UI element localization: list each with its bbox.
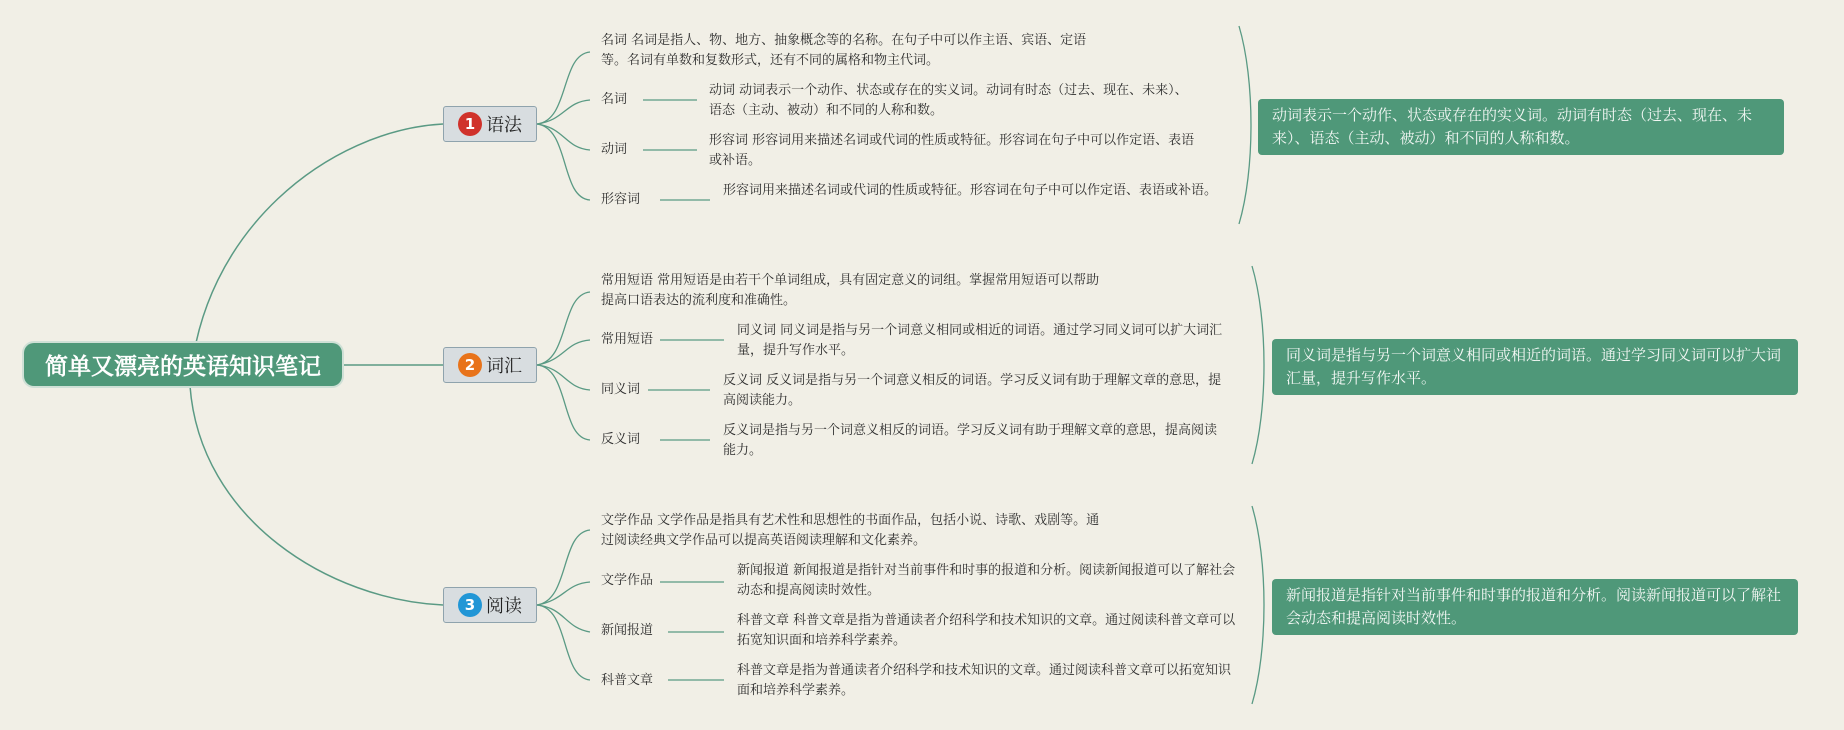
branch-title: 词汇 [486, 356, 522, 377]
branch-title: 阅读 [486, 596, 522, 617]
branch-grammar[interactable] [443, 106, 537, 142]
branch-title: 语法 [486, 115, 522, 136]
number-badge-icon: 2 [458, 353, 482, 377]
number-badge-icon: 3 [458, 593, 482, 617]
root-topic[interactable] [24, 343, 342, 386]
branch-summary: 名词 名词是指人、物、地方、抽象概念等的名称。在句子中可以作主语、宾语、定语等。名词有单数和复数形式，还有不同的属格和物主代词。 [601, 33, 1087, 68]
summary-note[interactable]: 动词表示一个动作、状态或存在的实义词。动词有时态（过去、现在、未来）、语态（主动、被动）和不同的人称和数。 [1258, 99, 1784, 155]
subtopic-text: 反义词是指与另一个词意义相反的词语。学习反义词有助于理解文章的意思，提高阅读能力。 [723, 423, 1218, 458]
subtopic-label[interactable]: 形容词 [601, 192, 641, 207]
subtopic-text: 形容词用来描述名词或代词的性质或特征。形容词在句子中可以作定语、表语或补语。 [723, 183, 1218, 198]
subtopic-label[interactable]: 动词 [601, 142, 628, 157]
subtopic-label[interactable]: 文学作品 [601, 573, 654, 588]
subtopic-text: 科普文章是指为普通读者介绍科学和技术知识的文章。通过阅读科普文章可以拓宽知识面和培养科学素养。 [737, 663, 1232, 698]
subtopic-text: 动词 动词表示一个动作、状态或存在的实义词。动词有时态（过去、现在、未来）、语态（主动、被动）和不同的人称和数。 [709, 83, 1188, 118]
summary-note[interactable]: 新闻报道是指针对当前事件和时事的报道和分析。阅读新闻报道可以了解社会动态和提高阅读时效性。 [1272, 579, 1798, 635]
subtopic-text: 反义词 反义词是指与另一个词意义相反的词语。学习反义词有助于理解文章的意思，提高阅读能力。 [723, 373, 1222, 408]
branch-summary: 文学作品 文学作品是指具有艺术性和思想性的书面作品，包括小说、诗歌、戏剧等。通过阅读经典文学作品可以提高英语阅读理解和文化素养。 [601, 513, 1100, 548]
subtopic-label[interactable]: 反义词 [601, 432, 641, 447]
branch-reading[interactable] [443, 587, 537, 623]
subtopic-text: 科普文章 科普文章是指为普通读者介绍科学和技术知识的文章。通过阅读科普文章可以拓宽知识面和培养科学素养。 [737, 613, 1236, 648]
number-badge-icon: 1 [458, 112, 482, 136]
subtopic-text: 形容词 形容词用来描述名词或代词的性质或特征。形容词在句子中可以作定语、表语或补语。 [709, 133, 1195, 168]
subtopic-text: 同义词 同义词是指与另一个词意义相同或相近的词语。通过学习同义词可以扩大词汇量，提升写作水平。 [737, 323, 1223, 358]
subtopic-label[interactable]: 同义词 [601, 382, 641, 397]
branch-vocabulary[interactable] [443, 347, 537, 383]
subtopic-text: 新闻报道 新闻报道是指针对当前事件和时事的报道和分析。阅读新闻报道可以了解社会动态和提高阅读时效性。 [737, 563, 1236, 598]
subtopic-label[interactable]: 名词 [601, 92, 628, 107]
subtopic-label[interactable]: 科普文章 [601, 673, 654, 688]
subtopic-label[interactable]: 新闻报道 [601, 623, 654, 638]
root-title: 简单又漂亮的英语知识笔记 [45, 354, 321, 380]
branch-summary: 常用短语 常用短语是由若干个单词组成，具有固定意义的词组。掌握常用短语可以帮助提高口语表达的流利度和准确性。 [601, 273, 1100, 308]
summary-note[interactable]: 同义词是指与另一个词意义相同或相近的词语。通过学习同义词可以扩大词汇量，提升写作水平。 [1272, 339, 1798, 395]
subtopic-label[interactable]: 常用短语 [601, 332, 654, 347]
